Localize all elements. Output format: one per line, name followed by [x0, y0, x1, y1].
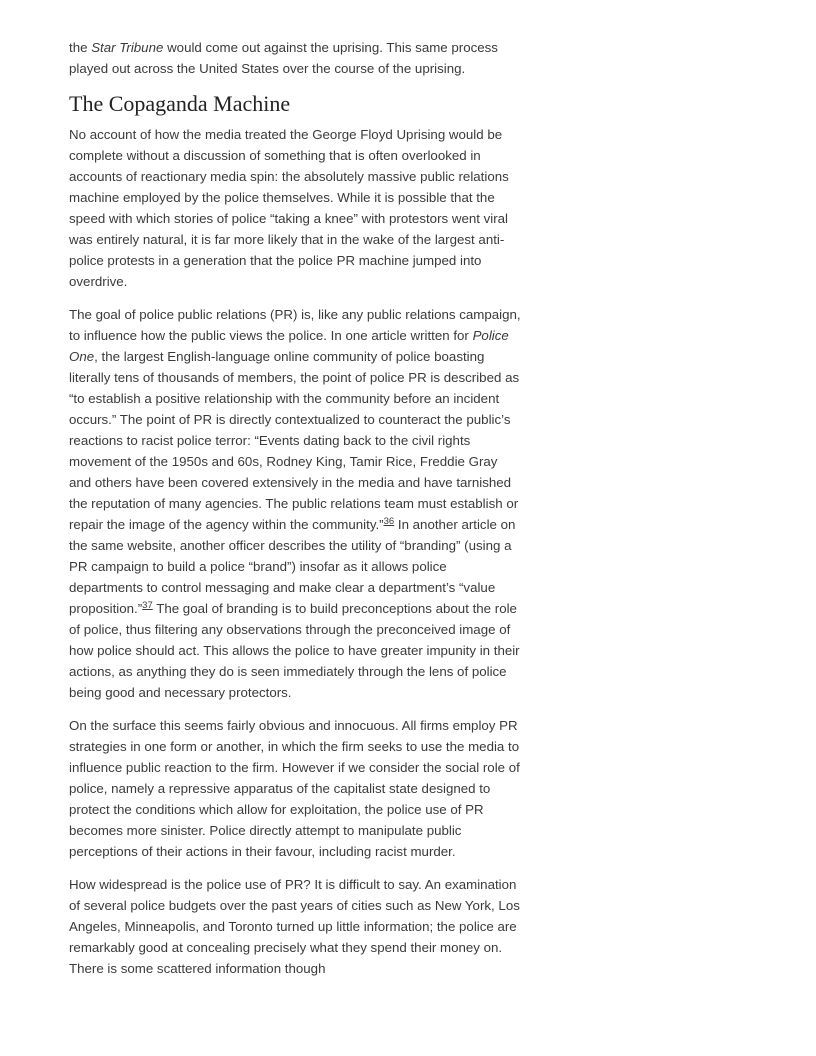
publication-name: Police One [69, 328, 509, 364]
intro-text-end: would come out against the uprising. This same process played out across the United States over the course of the uprising. [69, 40, 498, 76]
intro-text-start: the [69, 40, 92, 55]
body-paragraph-2 [69, 304, 521, 703]
intro-paragraph [69, 37, 521, 79]
footnote-link-37[interactable]: 37 [142, 600, 153, 611]
paragraph-text: , the largest English-language online community of police boasting literally tens of thousands of members, the point of police PR is described as “to establish a positive relationship with the community before an incident occurs.” The point of PR is directly contextualized to counteract the public’s reactions to racist police terror: “Events dating back to the civil rights movement of the 1950s and 60s, Rodney King, Tamir Rice, Freddie Gray and others have been covered extensively in the media and have tarnished the reputation of many agencies. The public relations team must establish or repair the image of the agency within the community.” [69, 349, 520, 532]
document-page [69, 37, 521, 991]
paragraph-text: The goal of police public relations (PR) is, like any public relations campaign, to influence how the public views the police. In one article written for [69, 307, 521, 343]
body-paragraph-3: On the surface this seems fairly obvious and innocuous. All firms employ PR strategies in one form or another, in which the firm seeks to use the media to influence public reaction to the firm. However if we consider the social role of police, namely a repressive apparatus of the capitalist state designed to protect the conditions which allow for exploitation, the police use of PR becomes more sinister. Police directly attempt to manipulate public perceptions of their actions in their favour, including racist murder. [69, 718, 520, 859]
publication-name: Star Tribune [91, 40, 164, 55]
section-heading: The Copaganda Machine [69, 91, 291, 116]
footnote-link-36[interactable]: 36 [383, 516, 395, 527]
body-paragraph-4: How widespread is the police use of PR? It is difficult to say. An examination of several police budgets over the past years of cities such as New York, Los Angeles, Minneapolis, and Toronto turned up little information; the police are remarkably good at concealing precisely what they spend their money on. There is some scattered information though [69, 877, 520, 976]
body-paragraph-1: No account of how the media treated the George Floyd Uprising would be complete without a discussion of something that is often overlooked in accounts of reactionary media spin: the absolutely massive public relations machine employed by the police themselves. While it is possible that the speed with which stories of police “taking a knee” with protestors went viral was entirely natural, it is far more likely that in the wake of the largest anti-police protests in a generation that the police PR machine jumped into overdrive. [69, 127, 509, 289]
paragraph-text: In another article on the same website, another officer describes the utility of “branding” (using a PR campaign to build a police “brand”) insofar as it allows police departments to control messaging and make clear a department’s “value proposition.” [69, 517, 516, 616]
paragraph-text: The goal of branding is to build preconceptions about the role of police, thus filtering any observations through the preconceived image of how police should act. This allows the police to have greater impunity in their actions, as anything they do is seen immediately through the lens of police being good and necessary protectors. [69, 601, 520, 700]
